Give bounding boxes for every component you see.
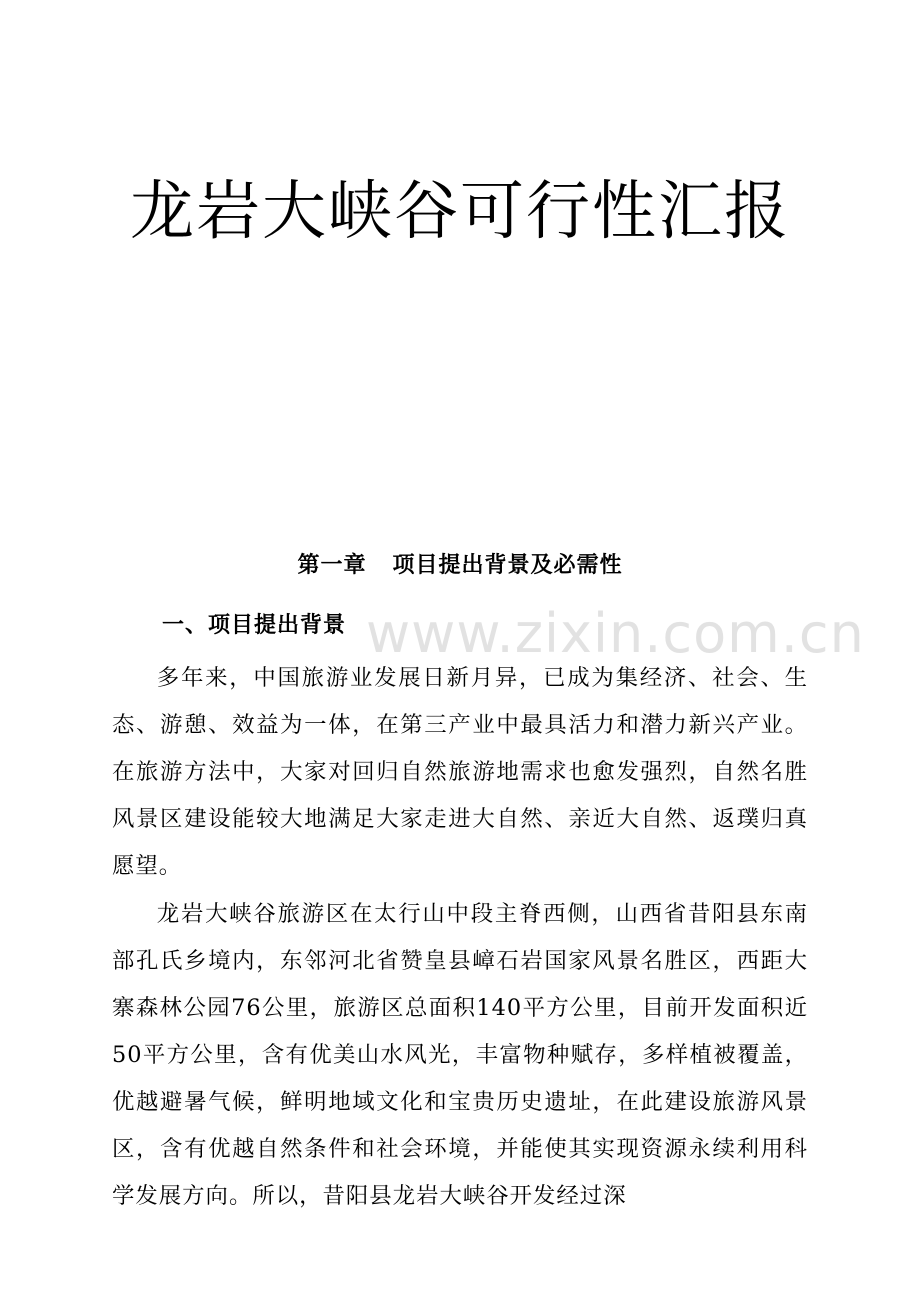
watermark-text: www.zixin.com.cn [366, 602, 865, 665]
document-title: 龙岩大峡谷可行性汇报 [130, 175, 790, 249]
chapter-heading: 第一章 项目提出背景及必需性 [297, 553, 623, 578]
section-heading: 一、项目提出背景 [162, 613, 347, 638]
paragraph-2: 龙岩大峡谷旅游区在太行山中段主脊西侧，山西省昔阳县东南部孔氏乡境内，东邻河北省赞皇县嶂石岩国家风景名胜区，西距大寨森林公园76公里，旅游区总面积140平方公里，目前开发面积近50平方公里，含有优美山水风光，丰富物种赋存，多样植被覆盖，优越避暑气候，鲜明地域文化和宝贵历史遗址，在此建设旅游风景区，含有优越自然条件和社会环境，并能使其实现资源永续利用科学发展方向。所以，昔阳县龙岩大峡谷开发经过深 [112, 901, 808, 1209]
paragraph-1: 多年来，中国旅游业发展日新月异，已成为集经济、社会、生态、游憩、效益为一体，在第三产业中最具活力和潜力新兴产业。在旅游方法中，大家对回归自然旅游地需求也愈发强烈，自然名胜风景区建设能较大地满足大家走进大自然、亲近大自然、返璞归真愿望。 [112, 665, 808, 879]
